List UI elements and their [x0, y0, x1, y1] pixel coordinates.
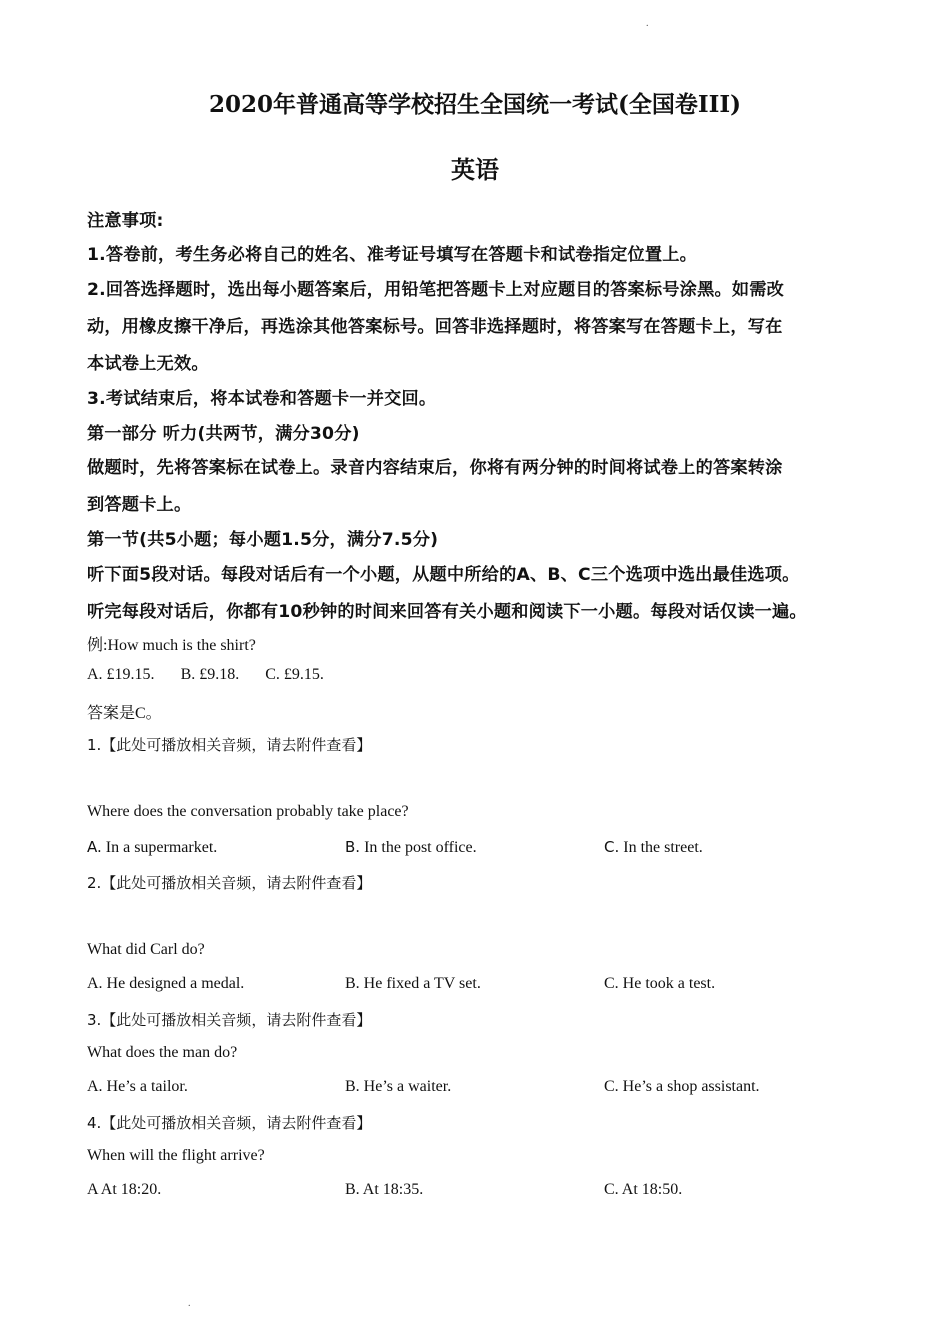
question-3-audio-note: 3.【此处可播放相关音频，请去附件查看】	[87, 1011, 372, 1029]
page-mark-top: .	[646, 18, 649, 29]
question-4-option-b: B. At 18:35.	[345, 1181, 424, 1198]
note-item-2-line-3: 本试卷上无效。	[87, 354, 209, 374]
example-option-a: A. £19.15.	[87, 666, 155, 683]
part1-instruction-line-2: 到答题卡上。	[87, 495, 192, 515]
example-option-c: C. £9.15.	[265, 666, 324, 683]
question-4-stem: When will the flight arrive?	[87, 1147, 265, 1164]
page-mark-bottom: .	[188, 1298, 191, 1309]
option-text: In the post office.	[364, 839, 477, 856]
option-text: In the street.	[623, 839, 703, 856]
question-1-option-b	[345, 838, 477, 857]
question-2-audio-note: 2.【此处可播放相关音频，请去附件查看】	[87, 874, 372, 892]
section1-instruction-line-2: 听完每段对话后，你都有10秒钟的时间来回答有关小题和阅读下一小题。每段对话仅读一遍。	[87, 602, 807, 622]
example-question: 例:How much is the shirt?	[87, 637, 256, 654]
note-item-2-line-1: 2.回答选择题时，选出每小题答案后，用铅笔把答题卡上对应题目的答案标号涂黑。如需改	[87, 280, 785, 300]
section1-instruction-line-1: 听下面5段对话。每段对话后有一个小题，从题中所给的A、B、C三个选项中选出最佳选项。	[87, 565, 800, 585]
question-2-option-c: C. He took a test.	[604, 975, 716, 992]
example-answer: 答案是C。	[87, 705, 162, 722]
question-1-audio-note: 1.【此处可播放相关音频，请去附件查看】	[87, 736, 372, 754]
question-4-option-a: A At 18:20.	[87, 1181, 162, 1198]
notes-heading: 注意事项:	[87, 211, 164, 231]
question-1-stem: Where does the conversation probably take place?	[87, 803, 409, 820]
option-text: In a supermarket.	[105, 839, 218, 856]
exam-title: 2020年普通高等学校招生全国统一考试(全国卷III)	[208, 91, 742, 118]
question-3-option-c: C. He’s a shop assistant.	[604, 1078, 760, 1095]
question-2-option-b: B. He fixed a TV set.	[345, 975, 481, 992]
subject-title: 英语	[451, 155, 499, 184]
question-3-option-a: A. He’s a tailor.	[87, 1078, 188, 1095]
question-2-stem: What did Carl do?	[87, 941, 205, 958]
option-letter: C.	[604, 838, 620, 856]
part1-title: 第一部分 听力(共两节，满分30分)	[87, 424, 360, 444]
option-letter: A.	[87, 838, 102, 856]
question-2-option-a: A. He designed a medal.	[87, 975, 245, 992]
option-letter: B.	[345, 838, 361, 856]
question-4-audio-note: 4.【此处可播放相关音频，请去附件查看】	[87, 1114, 372, 1132]
part1-instruction-line-1: 做题时，先将答案标在试卷上。录音内容结束后，你将有两分钟的时间将试卷上的答案转涂	[87, 458, 783, 478]
question-3-option-b: B. He’s a waiter.	[345, 1078, 452, 1095]
question-1-option-a	[87, 838, 217, 857]
note-item-3: 3.考试结束后，将本试卷和答题卡一并交回。	[87, 389, 437, 409]
question-1-option-c	[604, 838, 703, 857]
question-4-option-c: C. At 18:50.	[604, 1181, 683, 1198]
example-option-b: B. £9.18.	[180, 666, 240, 683]
note-item-2-line-2: 动，用橡皮擦干净后，再选涂其他答案标号。回答非选择题时，将答案写在答题卡上，写在	[87, 317, 783, 337]
note-item-1: 1.答卷前，考生务必将自己的姓名、准考证号填写在答题卡和试卷指定位置上。	[87, 245, 698, 265]
question-3-stem: What does the man do?	[87, 1044, 238, 1061]
example-options	[87, 666, 324, 684]
section1-title: 第一节(共5小题；每小题1.5分，满分7.5分)	[87, 530, 439, 550]
